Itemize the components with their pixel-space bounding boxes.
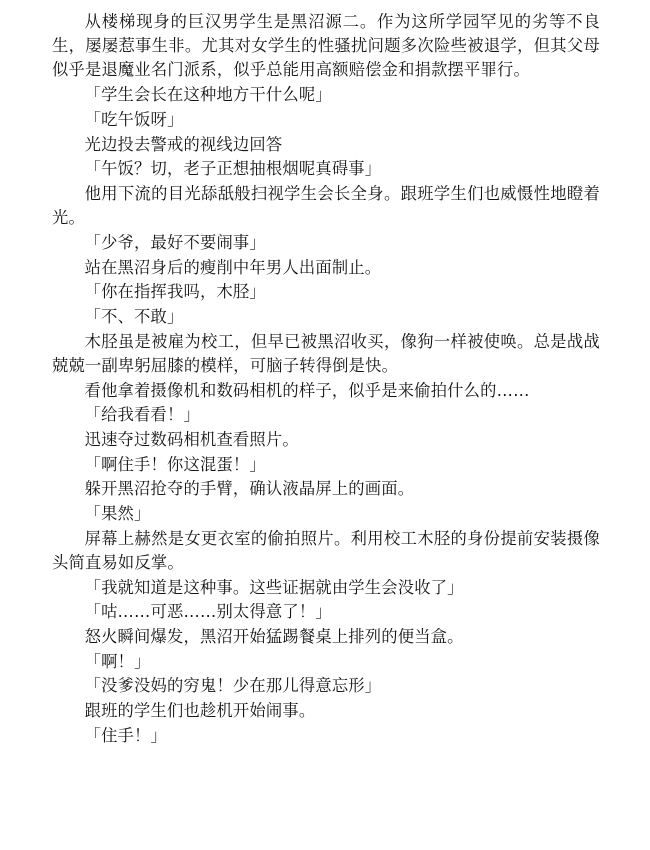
narration-line: 跟班的学生们也趁机开始闹事。 — [84, 701, 316, 721]
narration-line: 他用下流的目光舔舐般扫视学生会长全身。跟班学生们也威慑性地瞪着光。 — [52, 183, 600, 228]
dialogue-line: 「学生会长在这种地方干什么呢」 — [84, 85, 332, 105]
narration-line: 站在黑沼身后的瘦削中年男人出面制止。 — [84, 257, 382, 277]
paragraph-intro: 从楼梯现身的巨汉男学生是黑沼源二。作为这所学园罕见的劣等不良生，屡屡惹事生非。尤其对女学生的性骚扰问题多次险些被退学，但其父母似乎是退魔业名门派系，似乎总能用高额赔偿金和捐款摆平罪行。 — [52, 12, 600, 80]
narration-line: 屏幕上赫然是女更衣室的偷拍照片。利用校工木胫的身份提前安装摄像头简直易如反掌。 — [52, 528, 600, 572]
narration-line: 看他拿着摄像机和数码相机的样子，似乎是来偷拍什么的…… — [84, 380, 530, 400]
dialogue-line: 「少爷，最好不要闹事」 — [84, 232, 266, 252]
dialogue-line: 「啊住手！你这混蛋！」 — [84, 454, 266, 474]
narration-line: 光边投去警戒的视线边回答 — [84, 134, 283, 154]
dialogue-line: 「给我看看！」 — [84, 405, 200, 425]
narration-line: 怒火瞬间爆发，黑沼开始猛踢餐桌上排列的便当盒。 — [84, 627, 464, 647]
dialogue-line: 「不、不敢」 — [84, 306, 184, 326]
dialogue-line: 「吃午饭呀」 — [84, 109, 184, 129]
dialogue-line: 「啊！」 — [84, 651, 151, 671]
dialogue-line: 「我就知道是这种事。这些证据就由学生会没收了」 — [84, 577, 464, 597]
narration-line: 木胫虽是被雇为校工，但早已被黑沼收买，像狗一样被使唤。总是战战兢兢一副卑躬屈膝的模样，可脑子转得倒是快。 — [52, 331, 600, 375]
dialogue-line: 「没爹没妈的穷鬼！少在那儿得意忘形」 — [84, 676, 382, 696]
dialogue-line: 「咕……可恶……别太得意了！」 — [84, 602, 332, 622]
narration-line: 躲开黑沼抢夺的手臂，确认液晶屏上的画面。 — [84, 479, 415, 499]
dialogue-line: 「午饭？切，老子正想抽根烟呢真碍事」 — [84, 159, 382, 179]
dialogue-line: 「住手！」 — [84, 725, 168, 745]
dialogue-line: 「果然」 — [84, 504, 151, 524]
dialogue-line: 「你在指挥我吗，木胫」 — [84, 282, 266, 302]
narration-line: 迅速夺过数码相机查看照片。 — [84, 429, 299, 449]
